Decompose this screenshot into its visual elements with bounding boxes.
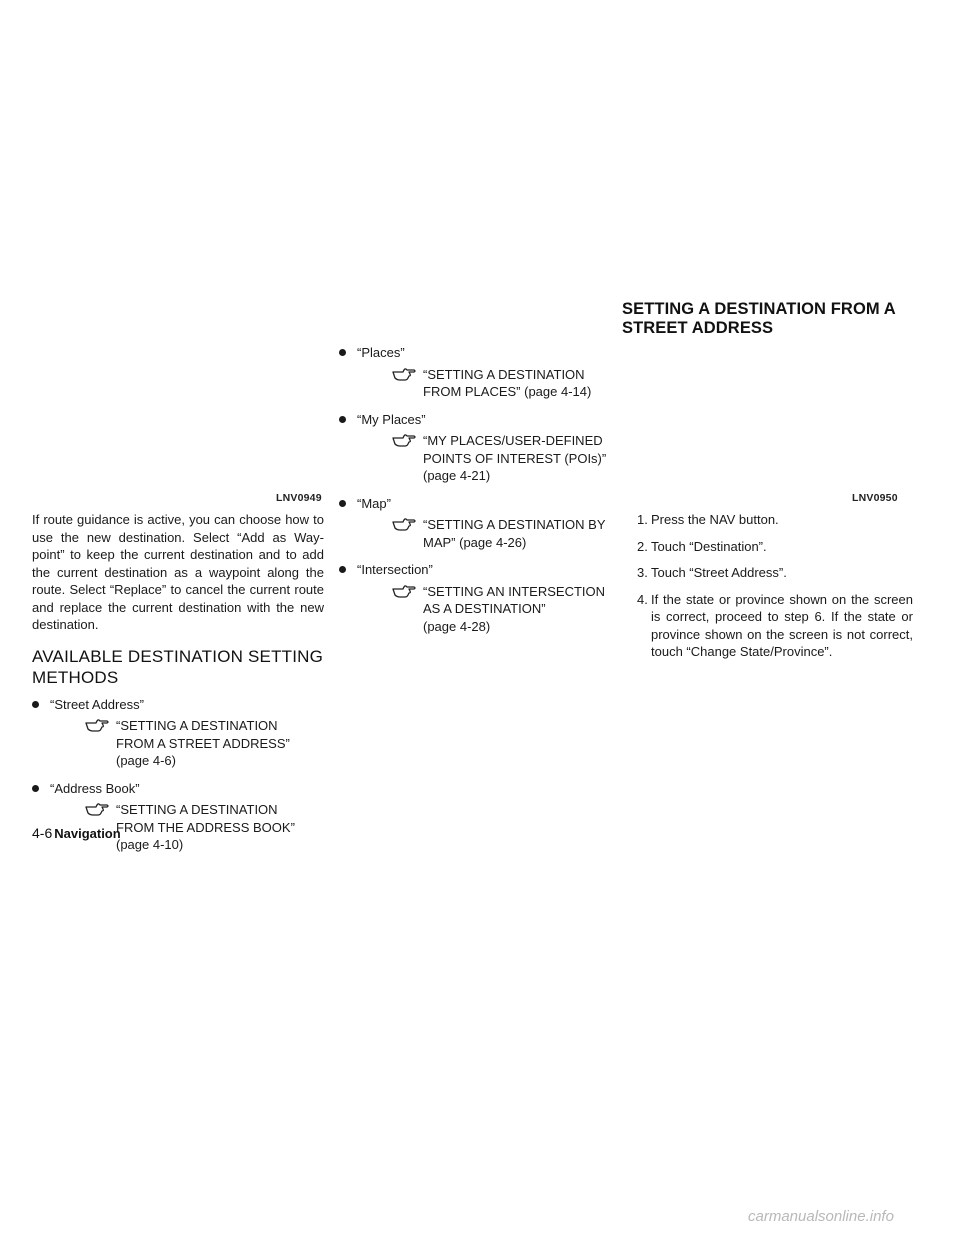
cross-reference [339,366,611,401]
pointing-hand-icon [391,581,417,601]
cross-reference-line: (page 4-10) [116,837,184,852]
step-number: 1. [637,512,648,527]
bullet-icon [339,416,346,423]
section-title-line-2: METHODS [32,667,119,687]
method-item [32,696,324,714]
cross-reference-line: AS A DESTINATION” [423,601,546,616]
section-title-line-1: AVAILABLE DESTINATION SETTING [32,646,324,666]
cross-reference-line: (page 4-6) [116,753,176,768]
step-text: Touch “Street Address”. [651,565,787,580]
section-heading-line-1: SETTING A DESTINATION FROM A [622,300,896,318]
section-heading-line-2: STREET ADDRESS [622,319,774,337]
cross-reference-line: FROM A STREET ADDRESS” [116,735,290,751]
step-item [637,564,913,582]
cross-reference-line: “SETTING A DESTINATION [423,366,585,382]
step-text: Press the NAV button. [651,512,779,527]
method-item [339,495,611,513]
cross-reference-line: (page 4-28) [423,618,491,634]
step-item [637,538,913,556]
section-heading-street-address [622,300,896,338]
step-number: 2. [637,538,648,554]
pointing-hand-icon [391,364,417,384]
figure-label-left: LNV0949 [276,492,322,504]
method-label: “Street Address” [50,696,144,712]
intro-paragraph: If route guidance is active, you can choose how to use the new destination. Select “Add as Way-point” to keep the current destination and to add the current destination as a waypoint along the route. Select “Replace” to cancel the current route and replace the current destination with the new destination. [32,512,324,632]
bullet-icon [339,566,346,573]
pointing-hand-icon [391,430,417,450]
footer-section-name: Navigation [54,826,121,841]
figure-label-right: LNV0950 [852,492,898,504]
bullet-icon [32,785,39,792]
method-label: “Map” [357,495,391,511]
section-title-available-methods [32,646,324,688]
method-label: “Address Book” [50,780,140,796]
method-item [339,344,611,362]
cross-reference-line: “SETTING AN INTERSECTION [423,583,606,599]
cross-reference-line: “SETTING A DESTINATION BY [423,517,606,532]
method-label: “Intersection” [357,562,433,577]
right-column [637,511,913,670]
cross-reference-line: “SETTING A DESTINATION [116,802,278,817]
cross-reference-line: FROM PLACES” (page 4-14) [423,384,592,399]
middle-column [339,344,611,645]
pointing-hand-icon [84,715,110,735]
left-column [32,511,324,864]
pointing-hand-icon [391,514,417,534]
method-item [339,411,611,429]
step-number: 4. [637,591,648,607]
cross-reference [339,583,611,636]
watermark: carmanualsonline.info [748,1208,894,1225]
method-label: “My Places” [357,411,426,427]
step-text: Touch “Destination”. [651,538,767,554]
bullet-icon [339,500,346,507]
method-label: “Places” [357,345,405,360]
step-number: 3. [637,565,648,580]
cross-reference-line: (page 4-21) [423,468,491,483]
cross-reference-line: POINTS OF INTEREST (POIs)” [423,450,607,466]
method-item [339,561,611,579]
step-text: If the state or province shown on the screen is correct, proceed to step 6. If the state or province shown on the screen is not correct, touch “Change State/Province”. [651,591,913,659]
cross-reference-line: MAP” (page 4-26) [423,534,527,550]
cross-reference-line: “SETTING A DESTINATION [116,718,278,733]
cross-reference-line: “MY PLACES/USER-DEFINED [423,433,603,448]
cross-reference [32,717,324,770]
cross-reference-line: FROM THE ADDRESS BOOK” [116,819,295,835]
step-item [637,591,913,661]
step-item [637,511,913,529]
page-footer [32,825,121,841]
cross-reference [339,516,611,551]
method-item [32,780,324,798]
pointing-hand-icon [84,799,110,819]
bullet-icon [339,349,346,356]
page-number: 4-6 [32,825,53,841]
cross-reference [339,432,611,485]
bullet-icon [32,701,39,708]
